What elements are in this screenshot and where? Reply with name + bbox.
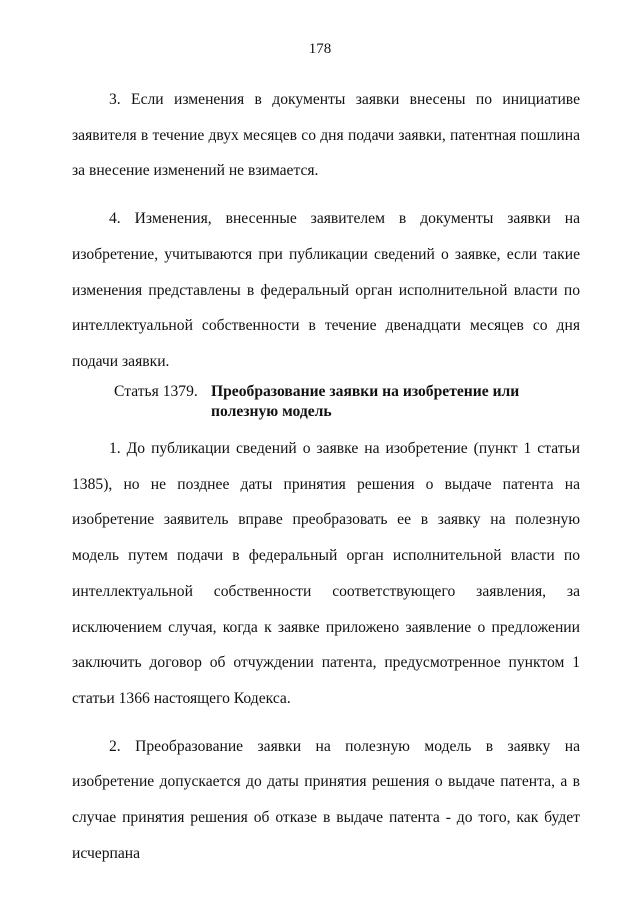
- paragraph-1: 1. До публикации сведений о заявке на изобретение (пункт 1 статьи 1385), но не позднее даты принятия решения о выдаче патента на изобретение заявитель вправе преобразовать ее в заявку на полезную модель путем подачи в федеральный орган исполнительной власти по интеллектуальной собственности соответствующего заявления, за исключением случая, когда к заявке приложено заявление о предложении заключить договор об отчуждении патента, предусмотренное пунктом 1 статьи 1366 настоящего Кодекса.: [72, 440, 580, 707]
- paragraphs-after: [72, 431, 580, 871]
- article-number: Статья 1379.: [114, 383, 198, 400]
- page-number: 178: [308, 41, 332, 57]
- paragraph-2: 2. Преобразование заявки на полезную модель в заявку на изобретение допускается до даты принятия решения о выдаче патента, а в случае принятия решения об отказе в выдаче патента - до того, как будет исчерпана: [72, 737, 580, 862]
- article-title: Преобразование заявки на изобретение или полезную модель: [211, 383, 520, 420]
- paragraphs-before: [72, 82, 580, 380]
- paragraph-3: 3. Если изменения в документы заявки внесены по инициативе заявителя в течение двух месяцев со дня подачи заявки, патентная пошлина за внесение изменений не взимается.: [72, 91, 580, 180]
- paragraph-4: 4. Изменения, внесенные заявителем в документы заявки на изобретение, учитываются при публикации сведений о заявке, если такие изменения представлены в федеральный орган исполнительной власти по интеллектуальной собственности в течение двенадцати месяцев со дня подачи заявки.: [72, 210, 580, 370]
